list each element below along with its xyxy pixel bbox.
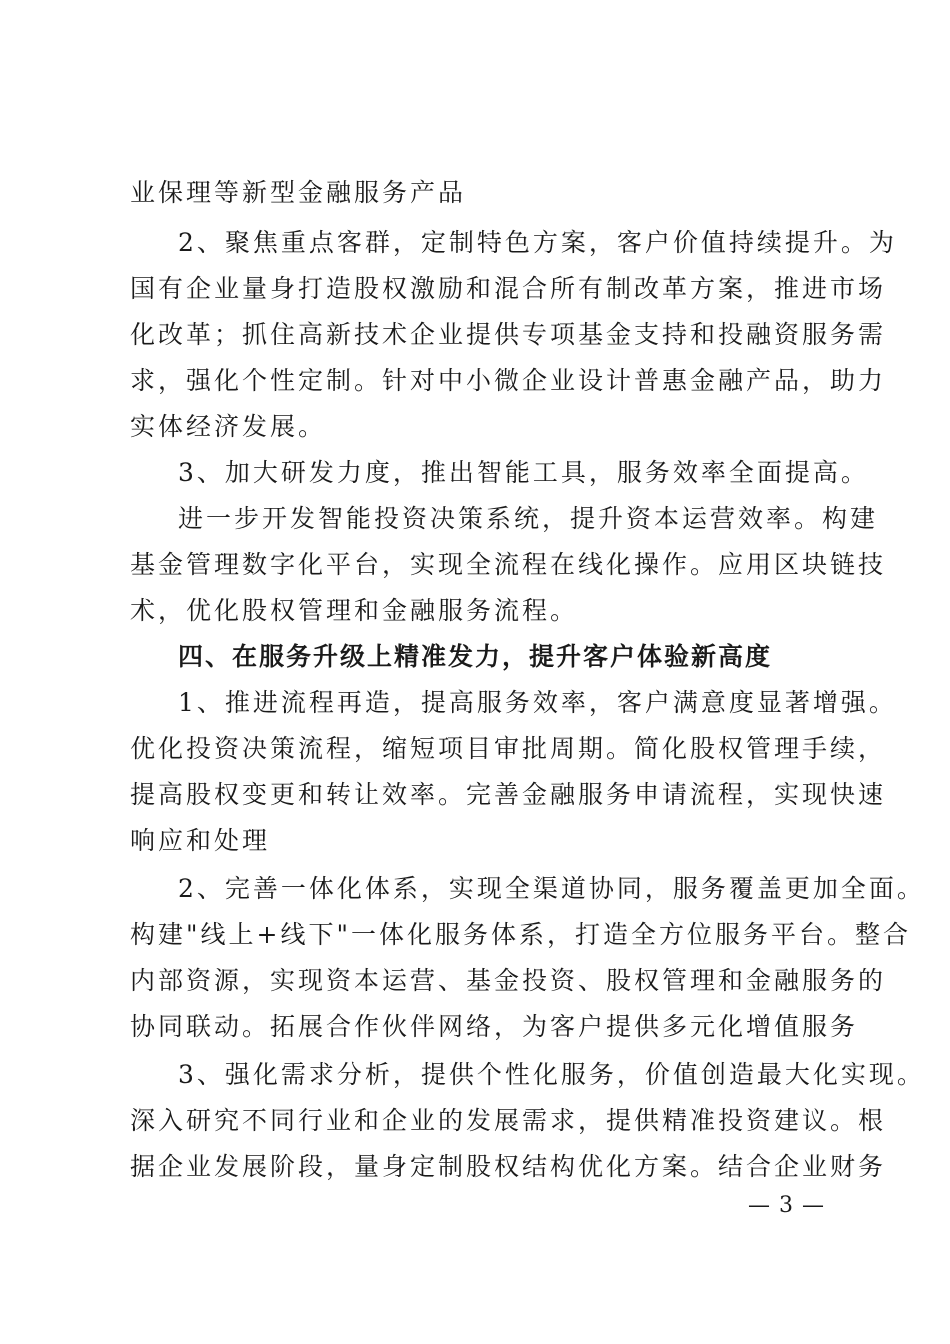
text-line: 化改革；抓住高新技术企业提供专项基金支持和投融资服务需 [130,320,887,349]
text-line: 基金管理数字化平台，实现全流程在线化操作。应用区块链技 [130,550,887,579]
text-line: 业保理等新型金融服务产品 [130,178,467,207]
text-line: 实体经济发展。 [130,412,327,441]
text-line: 2、聚焦重点客群，定制特色方案，客户价值持续提升。为 [178,228,897,257]
text-line: 1、推进流程再造，提高服务效率，客户满意度显著增强。 [178,688,897,717]
text-line: 3、强化需求分析，提供个性化服务，价值创造最大化实现。 [178,1060,925,1089]
text-line: 提高股权变更和转让效率。完善金融服务申请流程，实现快速 [130,780,887,809]
text-line: 国有企业量身打造股权激励和混合所有制改革方案，推进市场 [130,274,887,303]
text-line: 构建"线上+线下"一体化服务体系，打造全方位服务平台。整合 [130,920,911,949]
text-line: 响应和处理 [130,826,271,855]
text-line: 协同联动。拓展合作伙伴网络，为客户提供多元化增值服务 [130,1012,859,1041]
text-line: 求，强化个性定制。针对中小微企业设计普惠金融产品，助力 [130,366,887,395]
text-line: 2、完善一体化体系，实现全渠道协同，服务覆盖更加全面。 [178,874,925,903]
text-line: 3、加大研发力度，推出智能工具，服务效率全面提高。 [178,458,869,487]
text-line: 进一步开发智能投资决策系统，提升资本运营效率。构建 [178,504,879,533]
text-line: 深入研究不同行业和企业的发展需求，提供精准投资建议。根 [130,1106,887,1135]
text-line: 据企业发展阶段，量身定制股权结构优化方案。结合企业财务 [130,1152,887,1181]
text-line: 优化投资决策流程，缩短项目审批周期。简化股权管理手续， [130,734,887,763]
text-line: 内部资源，实现资本运营、基金投资、股权管理和金融服务的 [130,966,887,995]
text-line: 术，优化股权管理和金融服务流程。 [130,596,579,625]
section-heading: 四、在服务升级上精准发力，提升客户体验新高度 [178,642,773,671]
page-number: — 3 — [748,1193,825,1218]
